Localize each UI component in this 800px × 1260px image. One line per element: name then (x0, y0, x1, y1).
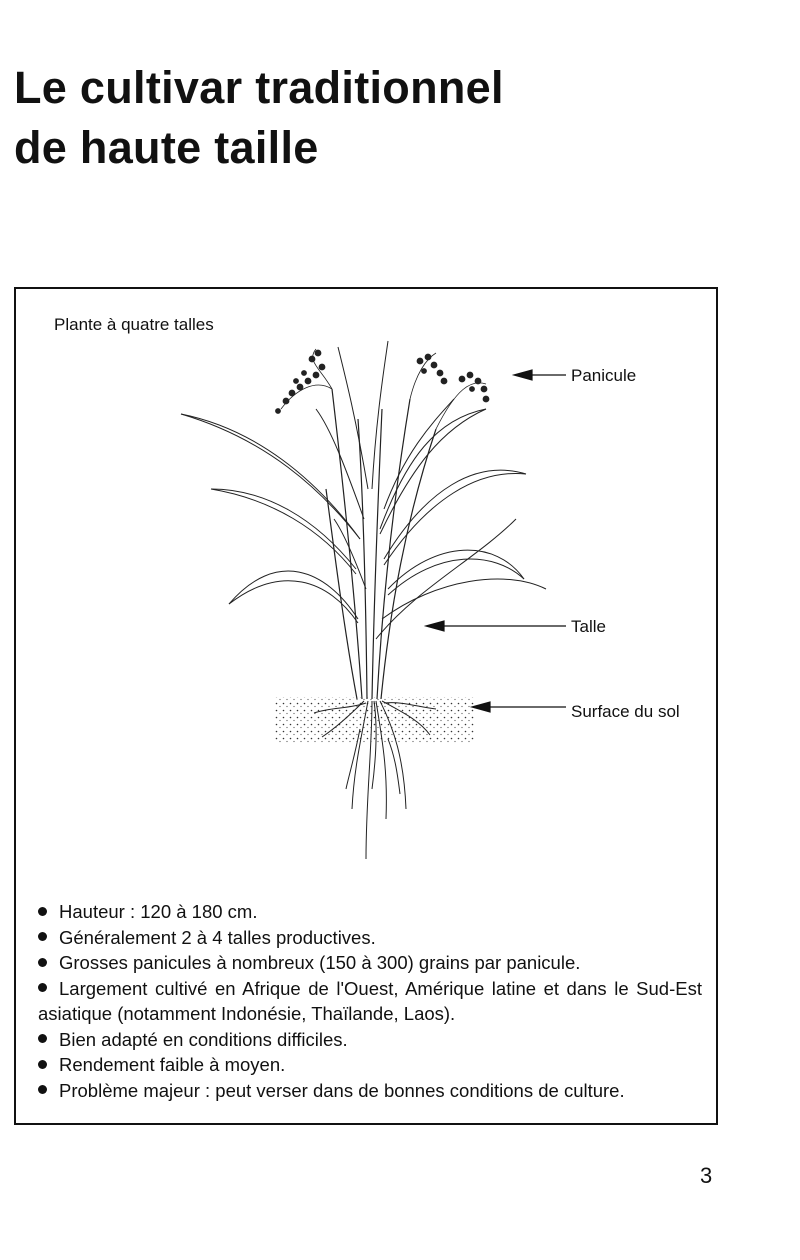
list-item: Grosses panicules à nombreux (150 à 300) grains par panicule. (38, 950, 702, 976)
figure-caption: Plante à quatre talles (54, 315, 214, 334)
bullet-icon (38, 1085, 47, 1094)
list-item: Généralement 2 à 4 talles productives. (38, 925, 702, 951)
leaves (181, 341, 546, 639)
tiller-label: Talle (571, 617, 606, 636)
bullet-icon (38, 907, 47, 916)
list-item: Hauteur : 120 à 180 cm. (38, 899, 702, 925)
bullet-icon (38, 1034, 47, 1043)
bullet-icon (38, 1060, 47, 1069)
bullet-icon (38, 932, 47, 941)
page-number: 3 (700, 1163, 713, 1188)
soil-surface-label: Surface du sol (571, 702, 680, 721)
list-item: Problème majeur : peut verser dans de bonnes conditions de culture. (38, 1078, 702, 1104)
list-item: Largement cultivé en Afrique de l'Ouest, Amérique latine et dans le Sud-Est asiatique (notamment Indonésie, Thaïlande, Laos). (38, 977, 702, 1024)
tiller-stems (326, 389, 436, 699)
list-item: Rendement faible à moyen. (38, 1052, 702, 1078)
panicles (276, 349, 490, 429)
title-line-2: de haute taille (14, 122, 319, 173)
panicle-label: Panicule (571, 366, 637, 385)
list-item: Bien adapté en conditions difficiles. (38, 1027, 702, 1053)
bullet-icon (38, 958, 47, 967)
soil-surface-arrow (472, 702, 566, 712)
tiller-arrow (426, 621, 566, 631)
info-box (14, 287, 718, 1125)
page-title (14, 58, 504, 178)
rice-plant-illustration (16, 289, 716, 889)
panicle-arrow (514, 370, 566, 380)
characteristics-list (38, 899, 702, 1103)
title-line-1: Le cultivar traditionnel (14, 62, 504, 113)
bullet-icon (38, 983, 47, 992)
